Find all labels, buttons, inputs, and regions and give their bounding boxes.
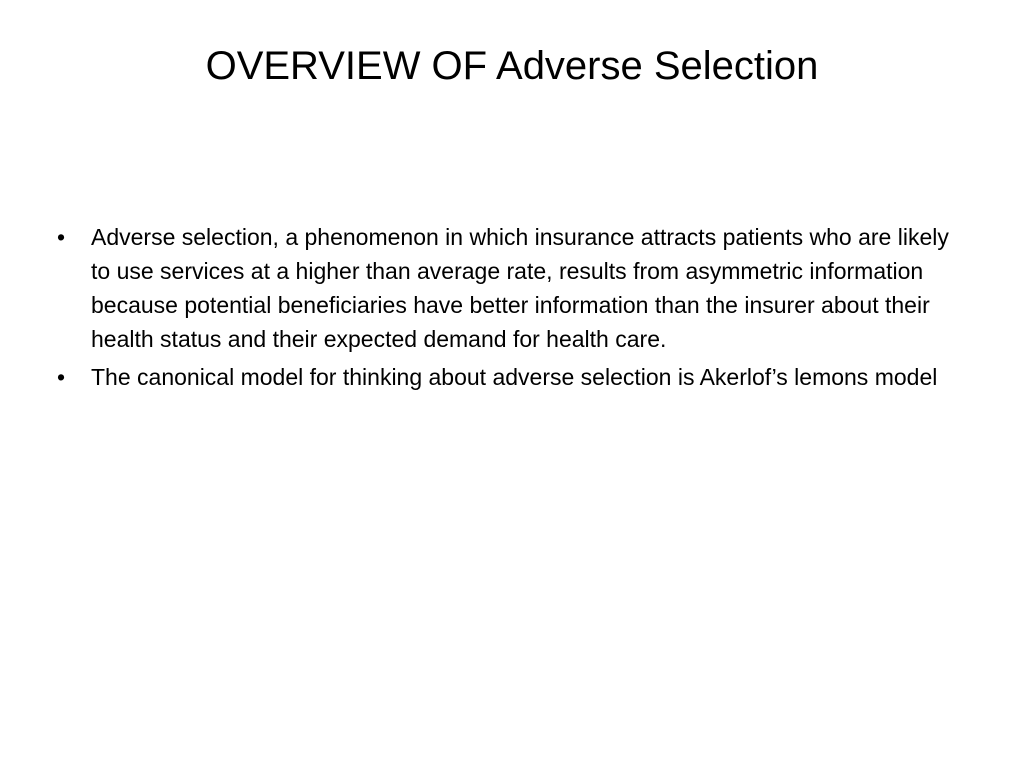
bullet-text: The canonical model for thinking about adverse selection is Akerlof’s lemons model (91, 364, 938, 390)
bullet-item (51, 220, 971, 356)
bullet-list (51, 220, 971, 398)
slide-title: OVERVIEW OF Adverse Selection (205, 44, 819, 88)
bullet-text: Adverse selection, a phenomenon in which insurance attracts patients who are likely to use services at a higher than average rate, results from asymmetric information because potential beneficiaries have better information than the insurer about their health status and their expected demand for health care. (91, 224, 949, 352)
bullet-icon: • (56, 224, 66, 250)
bullet-icon: • (56, 364, 66, 390)
bullet-item (51, 360, 971, 394)
